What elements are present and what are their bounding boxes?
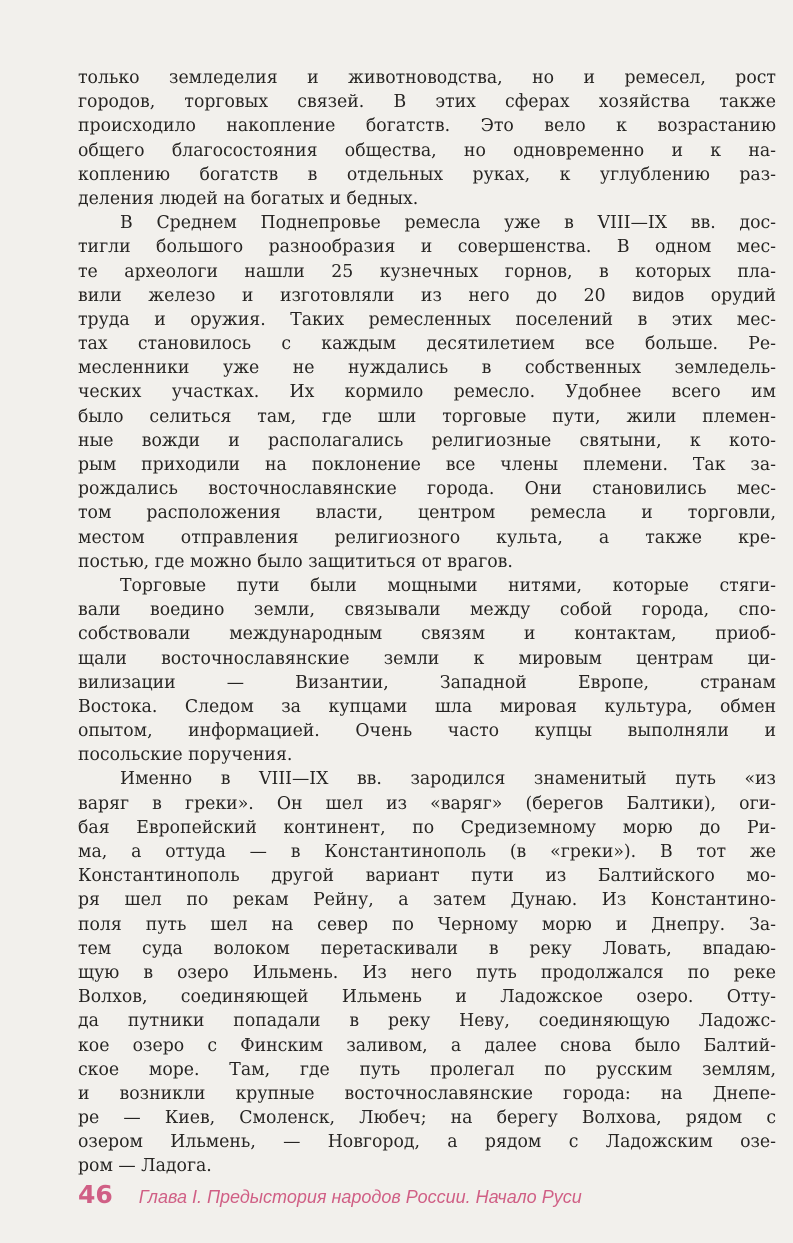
paragraph-start-line: В Среднем Поднепровье ремесла уже в VIII—IX вв. дос-	[120, 213, 776, 234]
text-line: общего благосостояния общества, но одновременно и к на-	[78, 140, 776, 161]
text-line: деления людей на богатых и бедных.	[78, 188, 419, 209]
text-line: только земледелия и животноводства, но и ремесел, рост	[78, 68, 776, 88]
text-line: Константинополь другой вариант пути из Балтийского мо-	[78, 866, 776, 887]
text-line: кое озеро с Финским заливом, а далее снова было Балтий-	[78, 1035, 776, 1056]
text-line: том расположения власти, центром ремесла и торговли,	[78, 503, 776, 524]
text-line: тах становилось с каждым десятилетием все больше. Ре-	[78, 334, 776, 355]
text-line: поля путь шел на север по Черному морю и Днепру. За-	[78, 914, 776, 935]
page-number: 46	[78, 1180, 113, 1209]
text-line: ром — Ладога.	[78, 1156, 212, 1177]
text-line: те археологи нашли 25 кузнечных горнов, в которых пла-	[78, 261, 776, 282]
text-line: ское море. Там, где путь пролегал по русским землям,	[78, 1059, 776, 1080]
text-line: озером Ильмень, — Новгород, а рядом с Ладожским озе-	[78, 1132, 776, 1153]
text-line: постью, где можно было защититься от врагов.	[78, 551, 513, 572]
text-line: вилизации — Византии, Западной Европе, странам	[78, 672, 776, 693]
body-text	[78, 66, 776, 1179]
text-line: Востока. Следом за купцами шла мировая культура, обмен	[78, 696, 776, 717]
text-line: ря шел по рекам Рейну, а затем Дунаю. Из Константино-	[78, 890, 776, 911]
text-line: происходило накопление богатств. Это вело к возрастанию	[78, 116, 776, 137]
paragraph-start-line: Торговые пути были мощными нитями, которые стяги-	[120, 575, 776, 596]
text-line: посольские поручения.	[78, 745, 293, 766]
text-line: вали воедино земли, связывали между собой города, спо-	[78, 600, 776, 621]
text-line: рым приходили на поклонение все члены племени. Так за-	[78, 455, 776, 475]
text-line: щую в озеро Ильмень. Из него путь продолжался по реке	[78, 962, 776, 983]
text-line: ные вожди и располагались религиозные святыни, к кото-	[78, 430, 776, 451]
text-line: коплению богатств в отдельных руках, к углублению раз-	[78, 164, 776, 185]
text-line: бая Европейский континент, по Средиземному морю до Ри-	[78, 817, 776, 838]
text-line: тигли большого разнообразия и совершенства. В одном мес-	[78, 237, 776, 258]
text-line: труда и оружия. Таких ремесленных поселений в этих мес-	[78, 309, 776, 330]
text-line: да путники попадали в реку Неву, соединяющую Ладожс-	[78, 1011, 776, 1032]
text-line: ре — Киев, Смоленск, Любеч; на берегу Волхова, рядом с	[78, 1108, 776, 1129]
text-line: опытом, информацией. Очень часто купцы выполняли и	[78, 721, 776, 742]
text-line: вили железо и изготовляли из него до 20 видов орудий	[78, 285, 776, 306]
text-line: тем суда волоком перетаскивали в реку Ловать, впадаю-	[78, 938, 776, 959]
chapter-running-title: Глава I. Предыстория народов России. Начало Руси	[138, 1187, 582, 1207]
text-line: ма, а оттуда — в Константинополь (в «греки»). В тот же	[78, 842, 776, 862]
text-line: рождались восточнославянские города. Они становились мес-	[78, 479, 776, 500]
paragraph-start-line: Именно в VIII—IX вв. зародился знаменитый путь «из	[120, 769, 776, 790]
text-line: Волхов, соединяющей Ильмень и Ладожское озеро. Отту-	[78, 987, 776, 1008]
text-line: местом отправления религиозного культа, а также кре-	[78, 527, 776, 548]
page-footer	[78, 1180, 582, 1214]
text-line: было селиться там, где шли торговые пути, жили племен-	[78, 406, 776, 427]
text-line: ческих участках. Их кормило ремесло. Удобнее всего им	[78, 382, 776, 403]
text-line: и возникли крупные восточнославянские города: на Днепе-	[78, 1083, 776, 1104]
text-line: месленники уже не нуждались в собственных земледель-	[78, 358, 776, 379]
text-line: щали восточнославянские земли к мировым центрам ци-	[78, 648, 776, 669]
text-line: собствовали международным связям и контактам, приоб-	[78, 624, 776, 645]
text-line: варяг в греки». Он шел из «варяг» (берегов Балтики), оги-	[78, 793, 776, 814]
text-line: городов, торговых связей. В этих сферах хозяйства также	[78, 92, 776, 113]
